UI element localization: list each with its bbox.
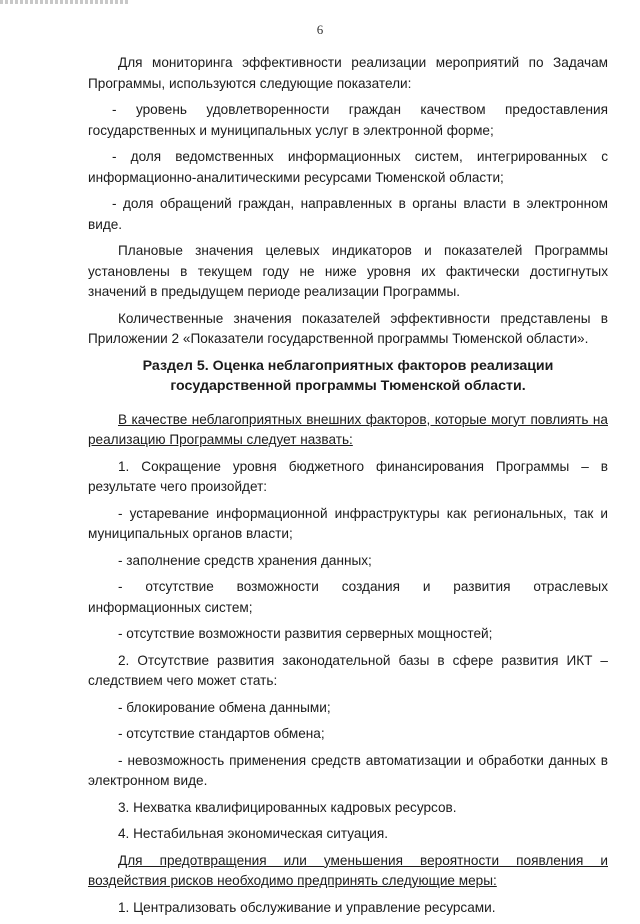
- list-item-consequence-7: - невозможность применения средств автоматизации и обработки данных в электронном виде.: [88, 752, 608, 788]
- list-item-indicator-1: - уровень удовлетворенности граждан качеством предоставления государственных и муниципальных услуг в электронной форме;: [88, 102, 608, 138]
- paragraph-monitoring-intro: Для мониторинга эффективности реализации мероприятий по Задачам Программы, используются следующие показатели:: [88, 55, 608, 91]
- list-item-consequence-3: - отсутствие возможности создания и развития отраслевых информационных систем;: [88, 579, 608, 615]
- list-item-indicator-3: - доля обращений граждан, направленных в органы власти в электронном виде.: [88, 196, 608, 232]
- paragraph-quantitative-values: Количественные значения показателей эффективности представлены в Приложении 2 «Показатели государственной программы Тюменской области».: [88, 310, 608, 346]
- document-body: [88, 53, 608, 924]
- section-heading-line-1: Раздел 5. Оценка неблагоприятных факторов реализации: [142, 357, 554, 374]
- paragraph-external-factors: В качестве неблагоприятных внешних факторов, которые могут повлиять на реализацию Программы следует назвать:: [88, 411, 608, 447]
- numbered-item-3: 3. Нехватка квалифицированных кадровых ресурсов.: [118, 799, 457, 815]
- list-item-consequence-1: - устаревание информационной инфраструктуры как региональных, так и муниципальных органов власти;: [88, 505, 608, 541]
- numbered-item-2: 2. Отсутствие развития законодательной базы в сфере развития ИКТ – следствием чего может стать:: [88, 652, 608, 688]
- paragraph-prevention-measures: Для предотвращения или уменьшения вероятности появления и воздействия рисков необходимо предпринять следующие меры:: [88, 852, 608, 888]
- page-number: 6: [316, 22, 324, 37]
- list-item-consequence-2: - заполнение средств хранения данных;: [118, 552, 372, 568]
- list-item-consequence-4: - отсутствие возможности развития серверных мощностей;: [118, 626, 493, 641]
- measure-item-1: 1. Централизовать обслуживание и управление ресурсами.: [118, 899, 496, 915]
- numbered-item-4: 4. Нестабильная экономическая ситуация.: [118, 826, 388, 841]
- section-heading: [88, 356, 608, 396]
- section-heading-line-2: государственной программы Тюменской области.: [170, 377, 526, 394]
- list-item-indicator-2: - доля ведомственных информационных систем, интегрированных с информационно-аналитическими ресурсами Тюменской области;: [88, 149, 608, 185]
- list-item-consequence-6: - отсутствие стандартов обмена;: [118, 726, 325, 741]
- numbered-item-1: 1. Сокращение уровня бюджетного финансирования Программы – в результате чего произойдет:: [88, 458, 608, 494]
- scan-artifact: [0, 0, 130, 4]
- list-item-consequence-5: - блокирование обмена данными;: [118, 699, 331, 715]
- paragraph-planned-values: Плановые значения целевых индикаторов и показателей Программы установлены в текущем году не ниже уровня их фактически достигнутых значений в предыдущем периоде реализации Программы.: [88, 243, 608, 299]
